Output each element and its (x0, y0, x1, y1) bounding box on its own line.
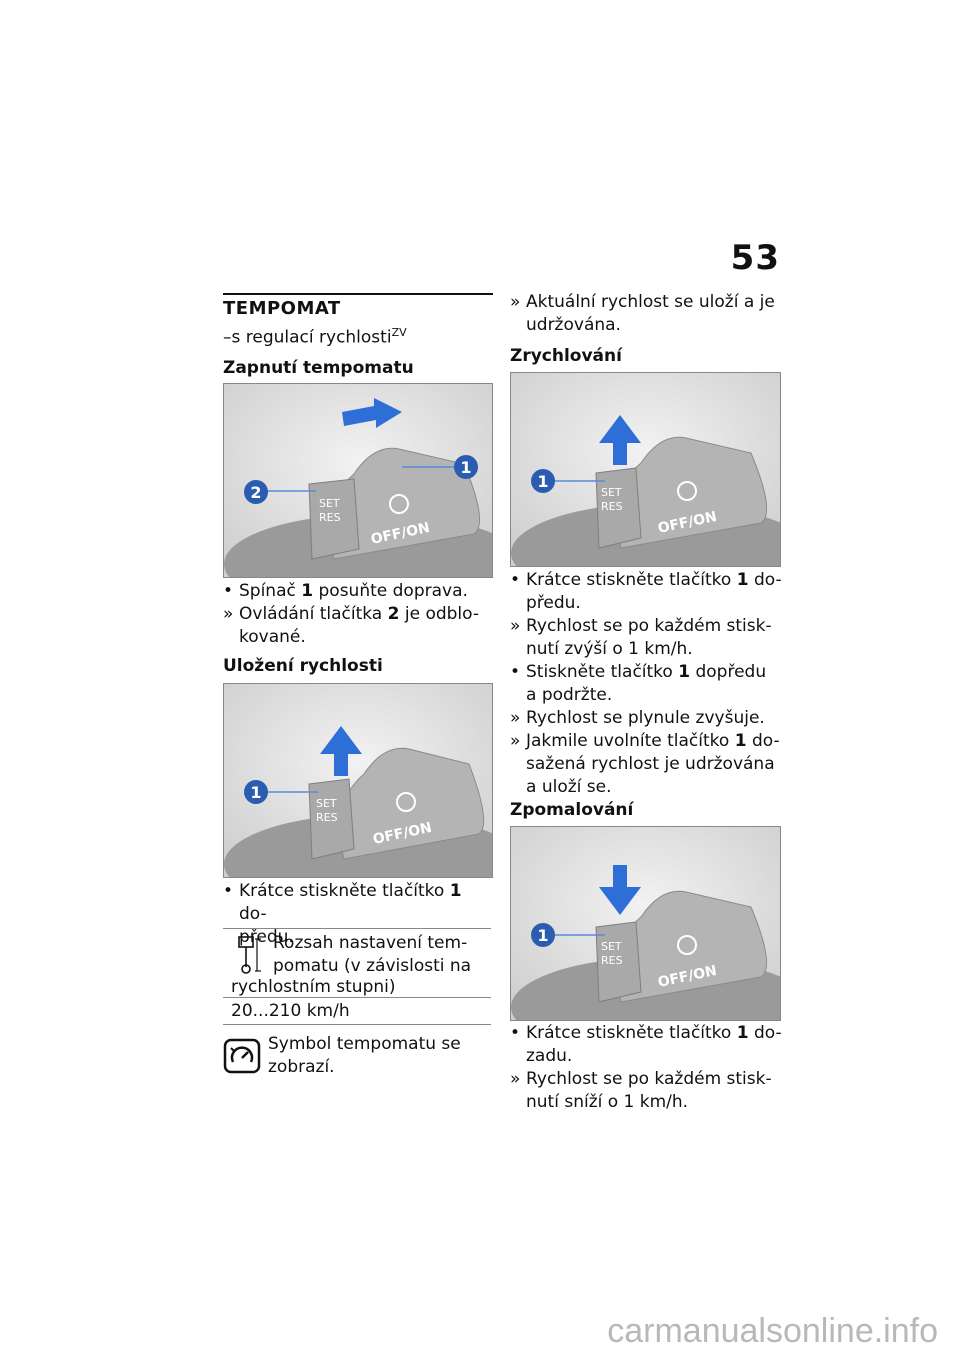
section-rule (223, 293, 493, 295)
page-number: 53 (730, 238, 780, 278)
figure-enable (223, 383, 493, 578)
heading-accel: Zrychlování (510, 346, 622, 366)
list-item: • Krátce stiskněte tlačítko 1 do- předu. (510, 570, 782, 613)
fig2-offon-label: OFF/ON (371, 819, 434, 848)
list-item: • Stiskněte tlačítko 1 dopředu a podržte. (510, 662, 767, 705)
heading-store: Uložení rychlosti (223, 656, 383, 676)
info-row-range (223, 929, 491, 998)
list-item: » Rychlost se plynule zvyšuje. (510, 708, 765, 728)
fig2-res-label: RES (316, 811, 338, 824)
list-item: » Ovládání tlačítka 2 je odblo- kované. (223, 604, 479, 647)
fig3-offon-label: OFF/ON (656, 508, 719, 537)
symbol-note-l2: zobrazí. (268, 1057, 335, 1077)
steps-decel (510, 1022, 785, 1114)
fig3-res-label: RES (601, 500, 623, 513)
list-item: » Jakmile uvolníte tlačítko 1 do- sažená rychlost je udržována a uloží se. (510, 731, 780, 797)
list-item: » Aktuální rychlost se uloží a je udržována. (510, 292, 775, 335)
fig3-set-label: SET (601, 486, 622, 499)
fig1-offon-label: OFF/ON (369, 519, 432, 548)
right-top-note (510, 291, 785, 337)
info-row-value (223, 998, 491, 1024)
fig1-res-label: RES (319, 511, 341, 524)
figure-accel (510, 372, 781, 567)
list-item: • Spínač 1 posuňte doprava. (223, 581, 468, 601)
fig1-set-label: SET (319, 497, 340, 510)
fig4-res-label: RES (601, 954, 623, 967)
heading-decel: Zpomalování (510, 800, 634, 820)
list-item: » Rychlost se po každém stisk- nutí zvýší o 1 km/h. (510, 616, 772, 659)
steps-accel (510, 569, 785, 799)
info-range-label-l3: rychlostním stupni) (231, 977, 396, 997)
fig2-callout-1: 1 (250, 783, 262, 802)
fig1-callout-1: 1 (460, 458, 472, 477)
fig3-callout-1: 1 (537, 472, 549, 491)
info-range-label-l2: pomatu (v závislosti na (273, 956, 472, 976)
figure-decel (510, 826, 781, 1021)
heading-enable: Zapnutí tempomatu (223, 358, 414, 378)
steps-enable (223, 580, 493, 649)
list-item: • Krátce stiskněte tlačítko 1 do- zadu. (510, 1023, 782, 1066)
fig4-callout-1: 1 (537, 926, 549, 945)
info-range-value: 20...210 km/h (231, 1001, 350, 1021)
list-item: • Krátce stiskněte tlačítko 1 do- předu. (223, 881, 462, 947)
section-title: TEMPOMAT (223, 298, 341, 319)
speed-range-icon (233, 935, 263, 975)
fig2-set-label: SET (316, 797, 337, 810)
symbol-note-l1: Symbol tempomatu se (268, 1034, 461, 1054)
fig4-offon-label: OFF/ON (656, 962, 719, 991)
info-range-label-l1: Rozsah nastavení tem- (273, 933, 468, 953)
list-item: » Rychlost se po každém stisk- nutí sníží o 1 km/h. (510, 1069, 772, 1112)
fig4-set-label: SET (601, 940, 622, 953)
watermark: carmanualsonline.info (607, 1312, 938, 1350)
cruise-control-icon (223, 1038, 261, 1074)
fig1-callout-2: 2 (250, 483, 262, 502)
info-table (223, 928, 491, 1025)
section-subtitle: –s regulací rychlosti$^{ZV}$ (223, 326, 407, 348)
figure-store (223, 683, 493, 878)
